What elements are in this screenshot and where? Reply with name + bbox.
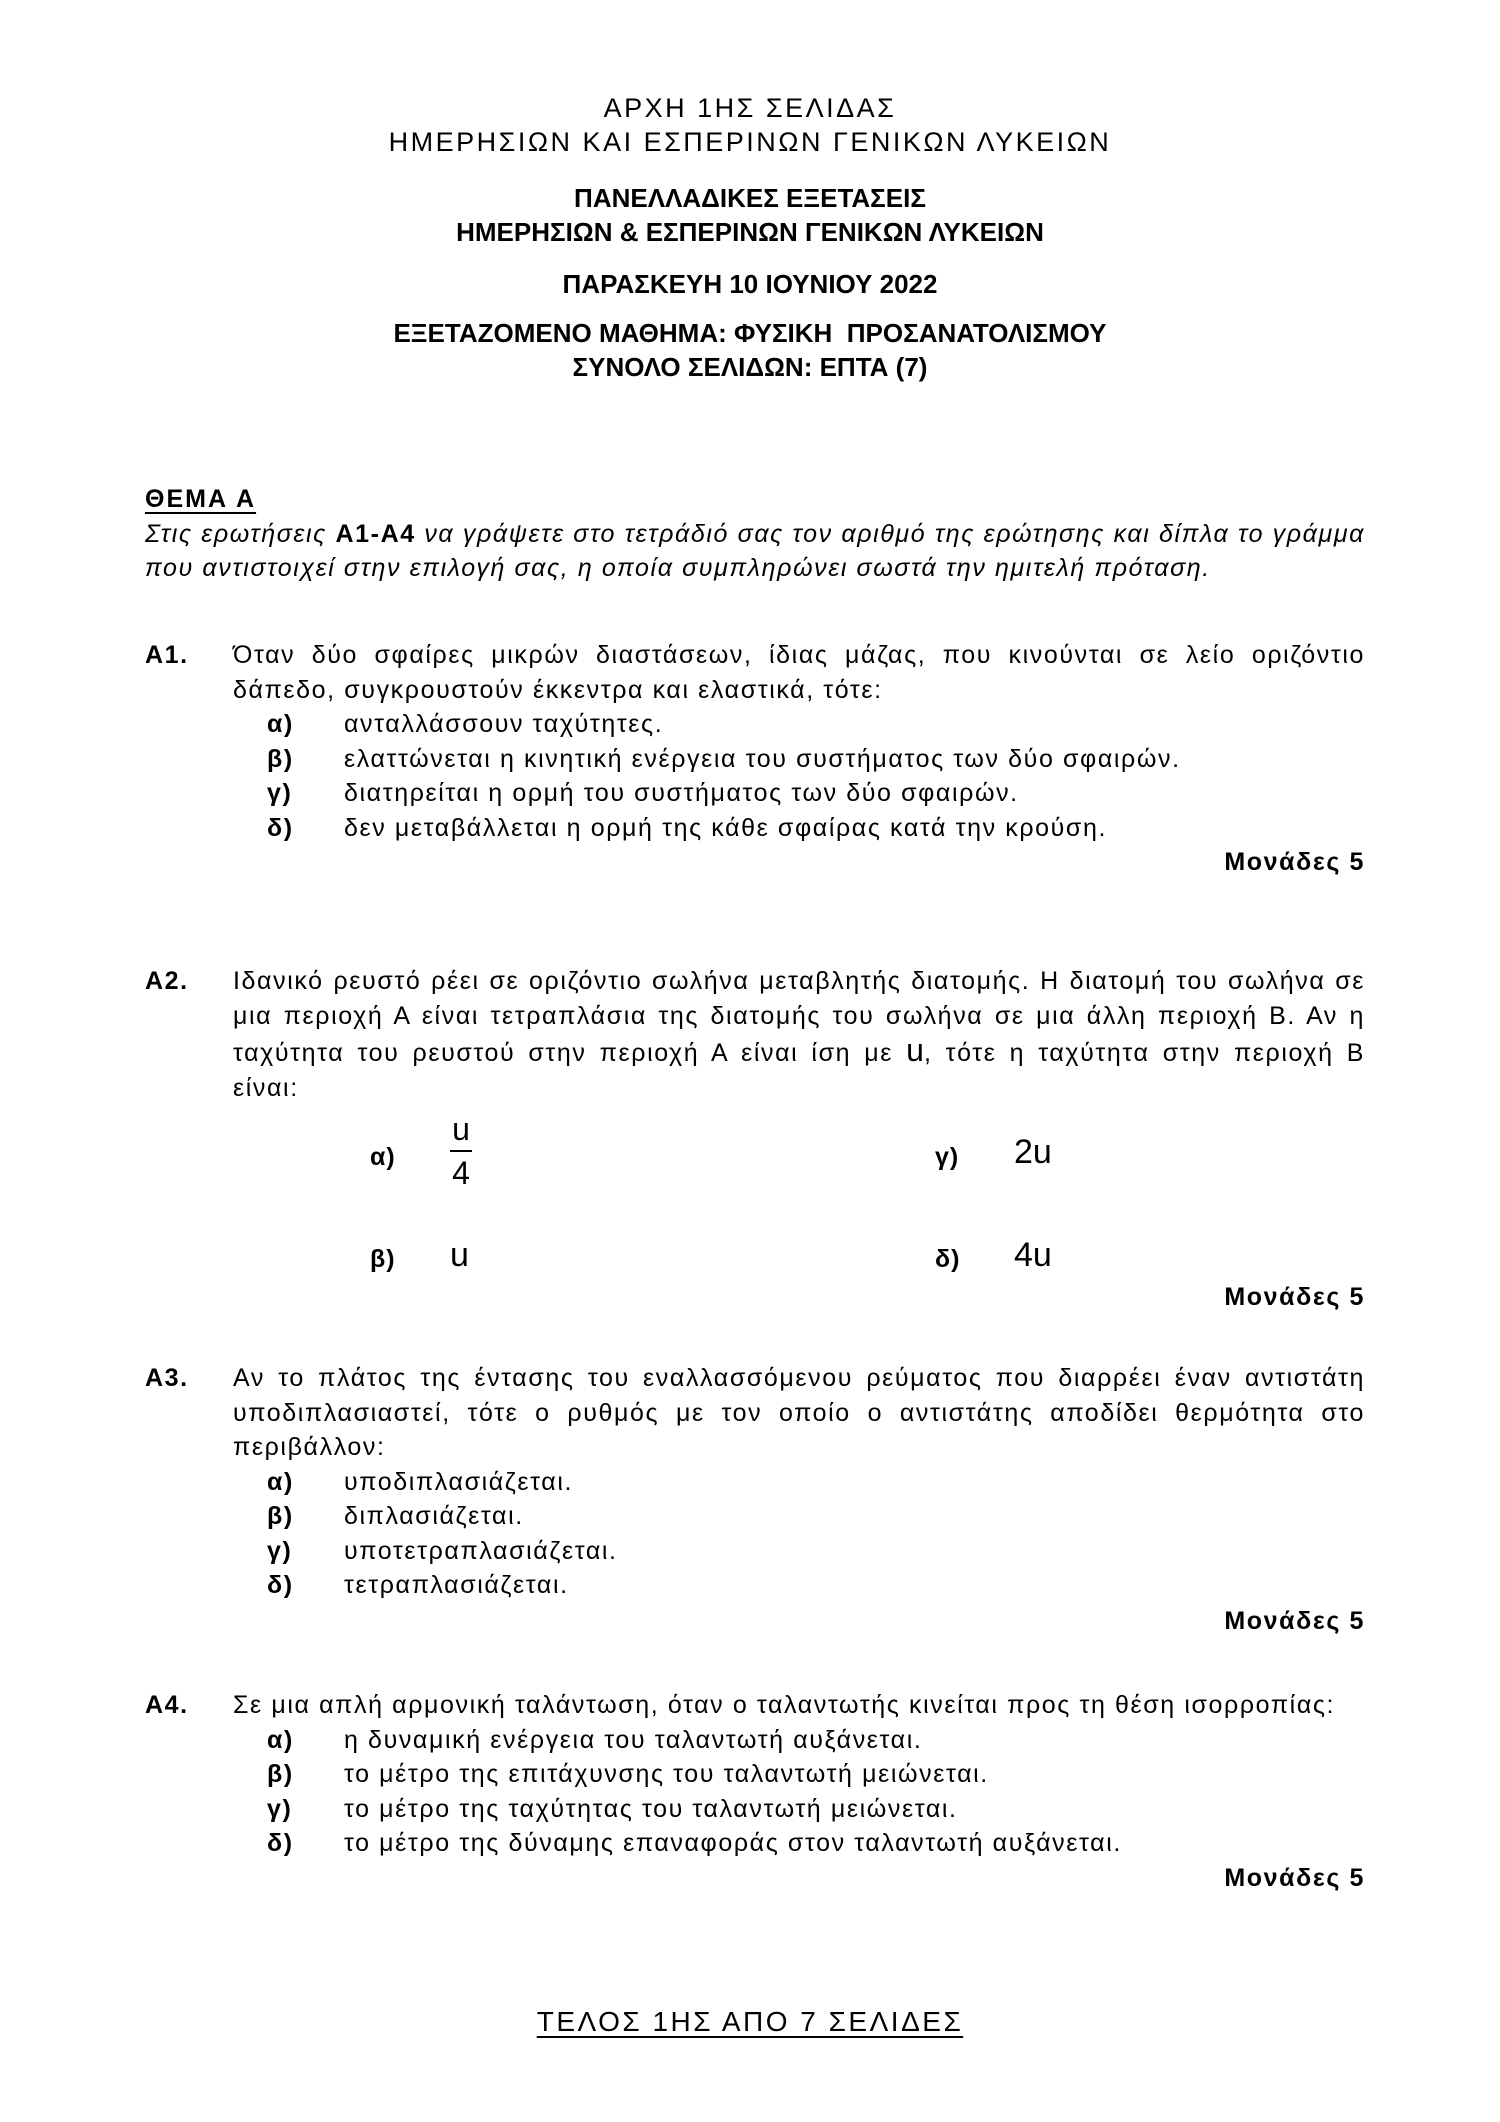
fraction-bar — [450, 1150, 472, 1152]
option-label: β) — [370, 1245, 396, 1273]
question-a1 — [145, 638, 1365, 880]
fraction-denominator: 4 — [452, 1155, 470, 1191]
option-text: το μέτρο της ταχύτητας του ταλαντωτή μειώνεται. — [344, 1794, 958, 1823]
intro-text: Στις ερωτήσεις — [145, 519, 336, 548]
school-type-label: ΗΜΕΡΗΣΙΩΝ ΚΑΙ ΕΣΠΕΡΙΝΩΝ ΓΕΝΙΚΩΝ ΛΥΚΕΙΩΝ — [388, 127, 1112, 157]
option-text: υποτετραπλασιάζεται. — [344, 1536, 618, 1565]
marks-label: Μονάδες 5 — [1224, 1283, 1365, 1311]
intro-text: να γράψετε στο τετράδιό σας τον αριθμό της ερώτησης και δίπλα το γράμμα που αντιστοιχεί στην επιλογή σας, η οποία συμπληρώνει σωστά την ημιτελή πρόταση. — [145, 519, 1365, 582]
option-label: α) — [370, 1143, 396, 1171]
marks-label: Μονάδες 5 — [1224, 1863, 1365, 1892]
option-label: δ) — [267, 1571, 294, 1599]
option-label: γ) — [267, 1536, 293, 1565]
option — [145, 1465, 1365, 1500]
question-number: Α4. — [145, 1691, 189, 1719]
theme-section — [145, 482, 1365, 586]
exam-subject: ΕΞΕΤΑΖΟΜΕΝΟ ΜΑΘΗΜΑ: ΦΥΣΙΚΗ ΠΡΟΣΑΝΑΤΟΛΙΣΜΟΥ — [393, 318, 1107, 348]
option-label: β) — [267, 744, 294, 773]
option — [145, 707, 1365, 742]
question-text-part: Ιδανικό ρευστό ρέει σε οριζόντιο σωλήνα μεταβλητής διατομής. Η διατομή του σωλήνα σε μια περιοχή Α είναι τετραπλάσια της διατομής του σωλήνα σε μια άλλη περιοχή Β. Αν η ταχύτητα του ρευστού στην περιοχή Α είναι ίση με — [233, 967, 1365, 1067]
question-text-part: , τότε η ταχύτητα στην περιοχή Β είναι: — [233, 1039, 1365, 1102]
option-text: υποδιπλασιάζεται. — [344, 1467, 574, 1496]
option-text: ανταλλάσσουν ταχύτητες. — [344, 710, 664, 738]
option-text: δεν μεταβάλλεται η ορμή της κάθε σφαίρας κατά την κρούση. — [344, 813, 1108, 842]
option-label: δ) — [267, 813, 294, 842]
option — [145, 1826, 1365, 1861]
question-text: Όταν δύο σφαίρες μικρών διαστάσεων, ίδιας μάζας, που κινούνται σε λείο οριζόντιο δάπεδο, συγκρουστούν έκκεντρα και ελαστικά, τότε: — [233, 641, 1365, 704]
question-a4 — [145, 1688, 1365, 1895]
question-text: Αν το πλάτος της έντασης του εναλλασσόμενου ρεύματος που διαρρέει έναν αντιστάτη υποδιπλασιαστεί, τότε ο ρυθμός με τον οποίο ο αντιστάτης αποδίδει θερμότητα στο περιβάλλον: — [233, 1364, 1365, 1461]
option-text: το μέτρο της επιτάχυνσης του ταλαντωτή μειώνεται. — [344, 1760, 989, 1788]
option — [145, 811, 1365, 846]
exam-title: ΠΑΝΕΛΛΑΔΙΚΕΣ ΕΞΕΤΑΣΕΙΣ — [574, 183, 926, 213]
option-label: β) — [267, 1502, 294, 1530]
option-label: δ) — [935, 1245, 961, 1273]
velocity-symbol: u — [906, 1032, 924, 1068]
page-start-label: ΑΡΧΗ 1ΗΣ ΣΕΛΙΔΑΣ — [603, 93, 897, 123]
option-label: γ) — [267, 1794, 293, 1823]
fraction-u-over-4 — [450, 1110, 472, 1192]
page-end-label: ΤΕΛΟΣ 1ΗΣ ΑΠΟ 7 ΣΕΛΙΔΕΣ — [536, 2006, 964, 2037]
option-value: 2u — [1014, 1133, 1052, 1171]
option-label: β) — [267, 1760, 294, 1788]
option-label: δ) — [267, 1829, 294, 1857]
question-a2 — [145, 964, 1365, 1105]
question-number: Α2. — [145, 967, 189, 995]
option — [145, 1568, 1365, 1603]
question-number: Α1. — [145, 641, 189, 669]
option-label: α) — [267, 1725, 294, 1754]
option-value: u — [450, 1236, 469, 1274]
option — [145, 1723, 1365, 1758]
option-label: γ) — [267, 779, 293, 807]
option — [145, 742, 1365, 777]
question-text: Σε μια απλή αρμονική ταλάντωση, όταν ο ταλαντωτής κινείται προς τη θέση ισορροπίας: — [233, 1691, 1336, 1719]
option-value: 4u — [1014, 1236, 1052, 1274]
theme-title: ΘΕΜΑ Α — [145, 485, 257, 513]
option — [145, 1499, 1365, 1534]
page-footer — [0, 2006, 1500, 2038]
question-number: Α3. — [145, 1364, 189, 1392]
option-label: α) — [267, 710, 294, 738]
intro-question-range: Α1-Α4 — [335, 519, 416, 548]
exam-subtitle: ΗΜΕΡΗΣΙΩΝ & ΕΣΠΕΡΙΝΩΝ ΓΕΝΙΚΩΝ ΛΥΚΕΙΩΝ — [456, 217, 1044, 247]
option-label: α) — [267, 1467, 294, 1496]
question-text — [233, 964, 1365, 1105]
marks-label: Μονάδες 5 — [1224, 1606, 1365, 1635]
fraction-numerator: u — [452, 1111, 470, 1147]
option — [145, 1757, 1365, 1792]
option-text: διπλασιάζεται. — [344, 1502, 524, 1530]
option-label: γ) — [935, 1143, 960, 1171]
total-pages: ΣΥΝΟΛΟ ΣΕΛΙΔΩΝ: ΕΠΤΑ (7) — [572, 352, 928, 382]
option-text: τετραπλασιάζεται. — [344, 1571, 569, 1599]
question-a3 — [145, 1361, 1365, 1638]
theme-instructions — [145, 517, 1365, 586]
option — [145, 1792, 1365, 1827]
option — [145, 1534, 1365, 1569]
marks-label: Μονάδες 5 — [1224, 848, 1365, 876]
option-text: ελαττώνεται η κινητική ενέργεια του συστήματος των δύο σφαιρών. — [344, 744, 1181, 773]
option-text: το μέτρο της δύναμης επαναφοράς στον ταλαντωτή αυξάνεται. — [344, 1829, 1122, 1857]
option — [145, 776, 1365, 811]
option-text: διατηρείται η ορμή του συστήματος των δύο σφαιρών. — [344, 779, 1019, 807]
option-text: η δυναμική ενέργεια του ταλαντωτή αυξάνεται. — [344, 1725, 923, 1754]
exam-date: ΠΑΡΑΣΚΕΥΗ 10 ΙΟΥΝΙΟΥ 2022 — [562, 269, 938, 299]
